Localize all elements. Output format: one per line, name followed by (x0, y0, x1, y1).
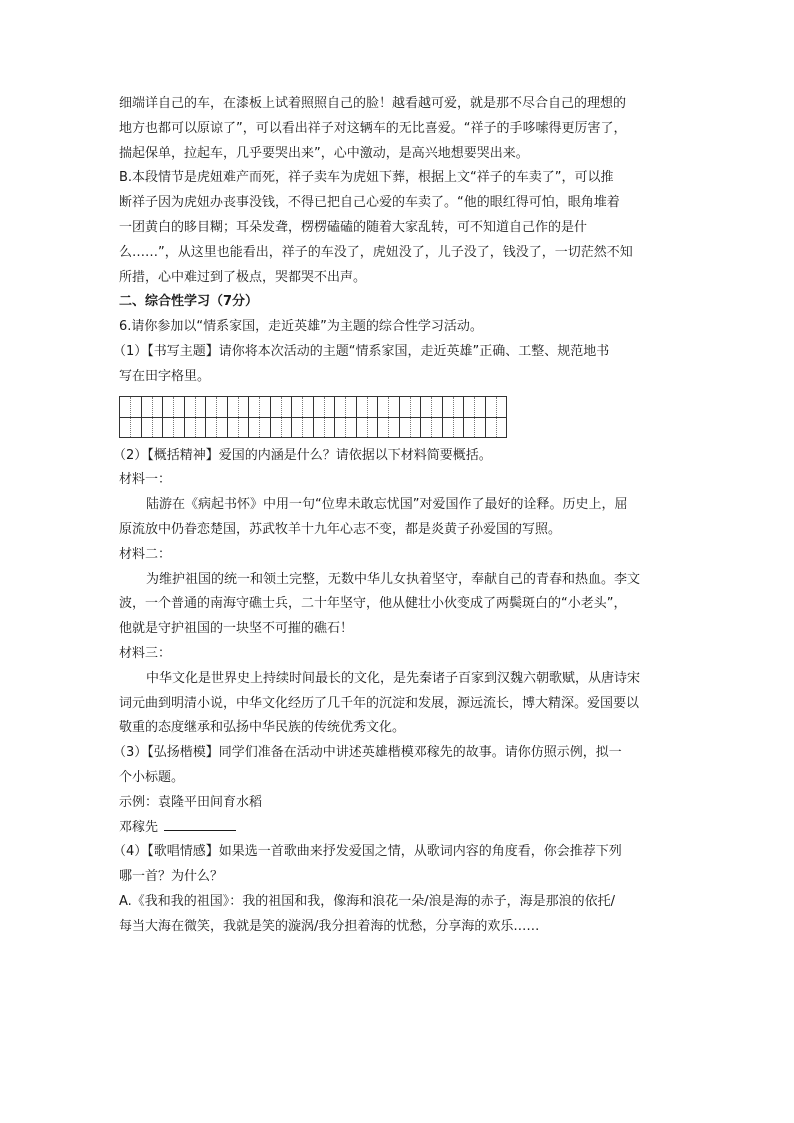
question-intro: 6.请你参加以“情系家国，走近英雄”为主题的综合性学习活动。 (119, 319, 483, 335)
example-line: 示例：袁隆平田间育水稻 (119, 794, 263, 810)
material-2-label: 材料二： (119, 546, 172, 562)
tianzige-cell[interactable] (421, 397, 443, 437)
tianzige-cell[interactable] (335, 397, 357, 437)
tianzige-cell[interactable] (443, 397, 465, 437)
option-a-line: A.《我和我的祖国》：我的祖国和我，像海和浪花一朵/浪是海的赤子，海是那浪的依托/ (119, 893, 616, 909)
text-line: 断祥子因为虎妞办丧事没钱，不得已把自己心爱的车卖了。“他的眼红得可怕，眼角堆着 (119, 195, 620, 211)
tianzige-cell[interactable] (357, 397, 379, 437)
tianzige-cell[interactable] (486, 397, 507, 437)
answer-line (119, 816, 679, 841)
answer-blank[interactable] (164, 816, 236, 831)
text-line: 么……”，从这里也能看出，祥子的车没了，虎妞没了，儿子没了，钱没了，一切茫然不知 (119, 244, 633, 260)
material-1-label: 材料一： (119, 472, 172, 488)
text-line: 所措，心中难过到了极点，哭都哭不出声。 (119, 269, 367, 285)
tianzige-cell[interactable] (142, 397, 164, 437)
text-line: 揣起保单，拉起车，几乎要哭出来”，心中激动，是高兴地想要哭出来。 (119, 145, 529, 161)
document-page (113, 92, 679, 940)
question-part-1: （1）【书写主题】请你将本次活动的主题“情系家国，走近英雄”正确、工整、规范地书 (113, 343, 610, 359)
material-3-line: 词元曲到明清小说，中华文化经历了几千年的沉淀和发展，源远流长，博大精深。爱国要以 (119, 695, 640, 711)
tianzige-cell[interactable] (271, 397, 293, 437)
tianzige-cell[interactable] (400, 397, 422, 437)
material-3-label: 材料三： (119, 645, 172, 661)
material-3-line: 敬重的态度继承和弘扬中华民族的传统优秀文化。 (119, 720, 406, 736)
tianzige-cell[interactable] (378, 397, 400, 437)
question-part-3: （3）【弘扬楷模】同学们准备在活动中讲述英雄楷模邓稼先的故事。请你仿照示例，拟一 (113, 745, 622, 761)
text-line: 地方也都可以原谅了”，可以看出祥子对这辆车的无比喜爱。“祥子的手哆嗦得更厉害了， (119, 120, 627, 136)
tianzige-cell[interactable] (314, 397, 336, 437)
tianzige-cell[interactable] (185, 397, 207, 437)
question-part-3-cont: 个小标题。 (119, 769, 185, 785)
material-1-line: 陆游在《病起书怀》中用一句“位卑未敢忘忧国”对爱国作了最好的诠释。历史上，屈 (146, 497, 628, 513)
answer-prefix: 邓稼先 (119, 819, 159, 835)
tianzige-cell[interactable] (206, 397, 228, 437)
tianzige-cell[interactable] (163, 397, 185, 437)
tianzige-cell[interactable] (120, 397, 142, 437)
tianzige-cell[interactable] (228, 397, 250, 437)
question-part-2: （2）【概括精神】爱国的内涵是什么？请依据以下材料简要概括。 (113, 447, 492, 463)
section-heading: 二、综合性学习（7分） (119, 294, 259, 310)
material-3-line: 中华文化是世界史上持续时间最长的文化，是先秦诸子百家到汉魏六朝歌赋，从唐诗宋 (146, 670, 641, 686)
material-1-line: 原流放中仍眷恋楚国，苏武牧羊十九年心志不变，都是炎黄子孙爱国的写照。 (119, 521, 562, 537)
material-2-line: 波，一个普通的南海守礁士兵，二十年坚守，他从健壮小伙变成了两鬓斑白的“小老头”， (119, 596, 627, 612)
option-a-line: 每当大海在微笑，我就是笑的漩涡/我分担着海的忧愁，分享海的欢乐…… (119, 918, 540, 934)
material-2-line: 他就是守护祖国的一块坚不可摧的礁石！ (119, 621, 354, 637)
text-line: B.本段情节是虎妞难产而死，祥子卖车为虎妞下葬，根据上文“祥子的车卖了”，可以推 (119, 170, 614, 186)
tianzige-cell[interactable] (249, 397, 271, 437)
tianzige-cell[interactable] (464, 397, 486, 437)
text-line: 一团黄白的眵目糊；耳朵发聋，楞楞磕磕的随着大家乱转，可不知道自己作的是什 (119, 219, 588, 235)
question-part-4-cont: 哪一首？为什么？ (119, 869, 224, 885)
question-part-1-cont: 写在田字格里。 (119, 368, 211, 384)
text-line: 细端详自己的车，在漆板上试着照照自己的脸！越看越可爱，就是那不尽合自己的理想的 (119, 96, 627, 111)
question-part-4: （4）【歌唱情感】如果选一首歌曲来抒发爱国之情，从歌词内容的角度看，你会推荐下列 (113, 844, 622, 860)
material-2-line: 为维护祖国的统一和领土完整，无数中华儿女执着坚守，奉献自己的青春和热血。李文 (146, 571, 641, 587)
tianzige-cell[interactable] (292, 397, 314, 437)
tianzige-grid[interactable] (119, 396, 507, 438)
